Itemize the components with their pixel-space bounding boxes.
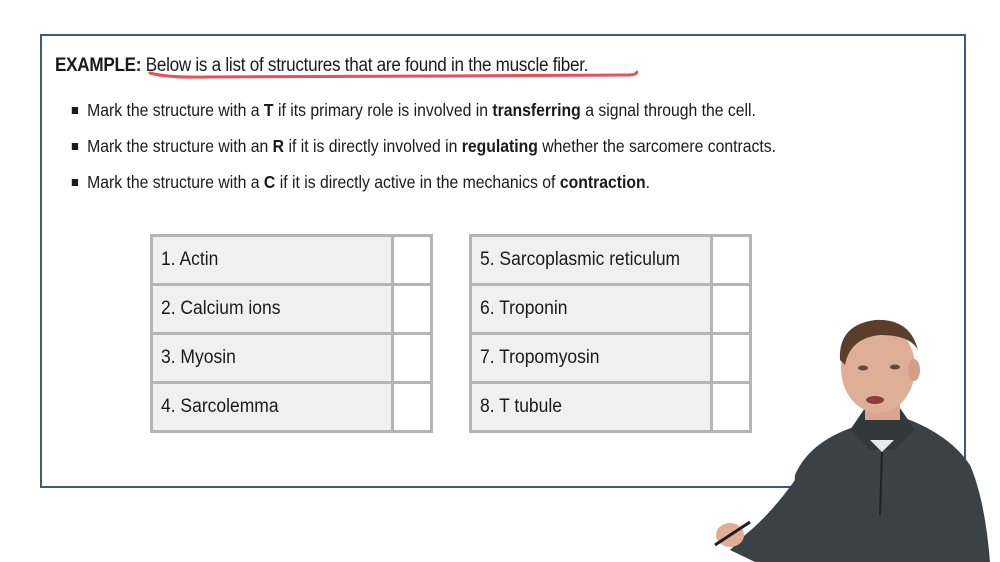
structures-table-left — [150, 234, 433, 433]
answer-box[interactable] — [393, 383, 432, 432]
answer-box[interactable] — [393, 285, 432, 334]
structure-name: 1. Actin — [152, 236, 393, 285]
answer-box[interactable] — [393, 334, 432, 383]
red-underline-annotation — [148, 70, 638, 80]
instruction-text: if its primary role is involved in — [277, 99, 489, 120]
instruction-text: if it is directly involved in — [288, 135, 458, 156]
instruction-letter: R — [272, 135, 285, 156]
instruction-keyword: regulating — [461, 135, 538, 156]
instruction-text: Mark the structure with a — [87, 171, 260, 192]
instruction-text: . — [645, 171, 650, 192]
answer-box[interactable] — [712, 236, 751, 285]
structure-name: 5. Sarcoplasmic reticulum — [471, 236, 712, 285]
instruction-item — [70, 128, 776, 164]
bullet-square-icon — [72, 107, 78, 114]
structure-name: 7. Tropomyosin — [471, 334, 712, 383]
answer-box[interactable] — [393, 236, 432, 285]
presenter-image — [700, 300, 1000, 562]
table-row — [152, 236, 432, 285]
table-row — [152, 285, 432, 334]
example-label: EXAMPLE: — [55, 55, 142, 76]
structure-name: 2. Calcium ions — [152, 285, 393, 334]
structure-name: 3. Myosin — [152, 334, 393, 383]
table-row — [471, 236, 751, 285]
instruction-item — [70, 164, 776, 200]
instruction-text: Mark the structure with an — [87, 135, 269, 156]
example-text: Below is a list of structures that are found in the muscle fiber. — [145, 55, 589, 76]
table-row — [152, 383, 432, 432]
instruction-keyword: transferring — [492, 99, 581, 120]
structure-name: 8. T tubule — [471, 383, 712, 432]
bullet-square-icon — [72, 143, 78, 150]
instruction-text: if it is directly active in the mechanics of — [279, 171, 556, 192]
instruction-letter: T — [263, 99, 274, 120]
instruction-text: Mark the structure with a — [87, 99, 260, 120]
instruction-keyword: contraction — [559, 171, 646, 192]
instruction-text: whether the sarcomere contracts. — [542, 135, 777, 156]
instruction-letter: C — [263, 171, 276, 192]
bullet-square-icon — [72, 179, 78, 186]
structure-name: 6. Troponin — [471, 285, 712, 334]
instruction-list — [70, 92, 854, 200]
instruction-text: a signal through the cell. — [585, 99, 756, 120]
table-row — [152, 334, 432, 383]
instruction-item — [70, 92, 776, 128]
structure-name: 4. Sarcolemma — [152, 383, 393, 432]
